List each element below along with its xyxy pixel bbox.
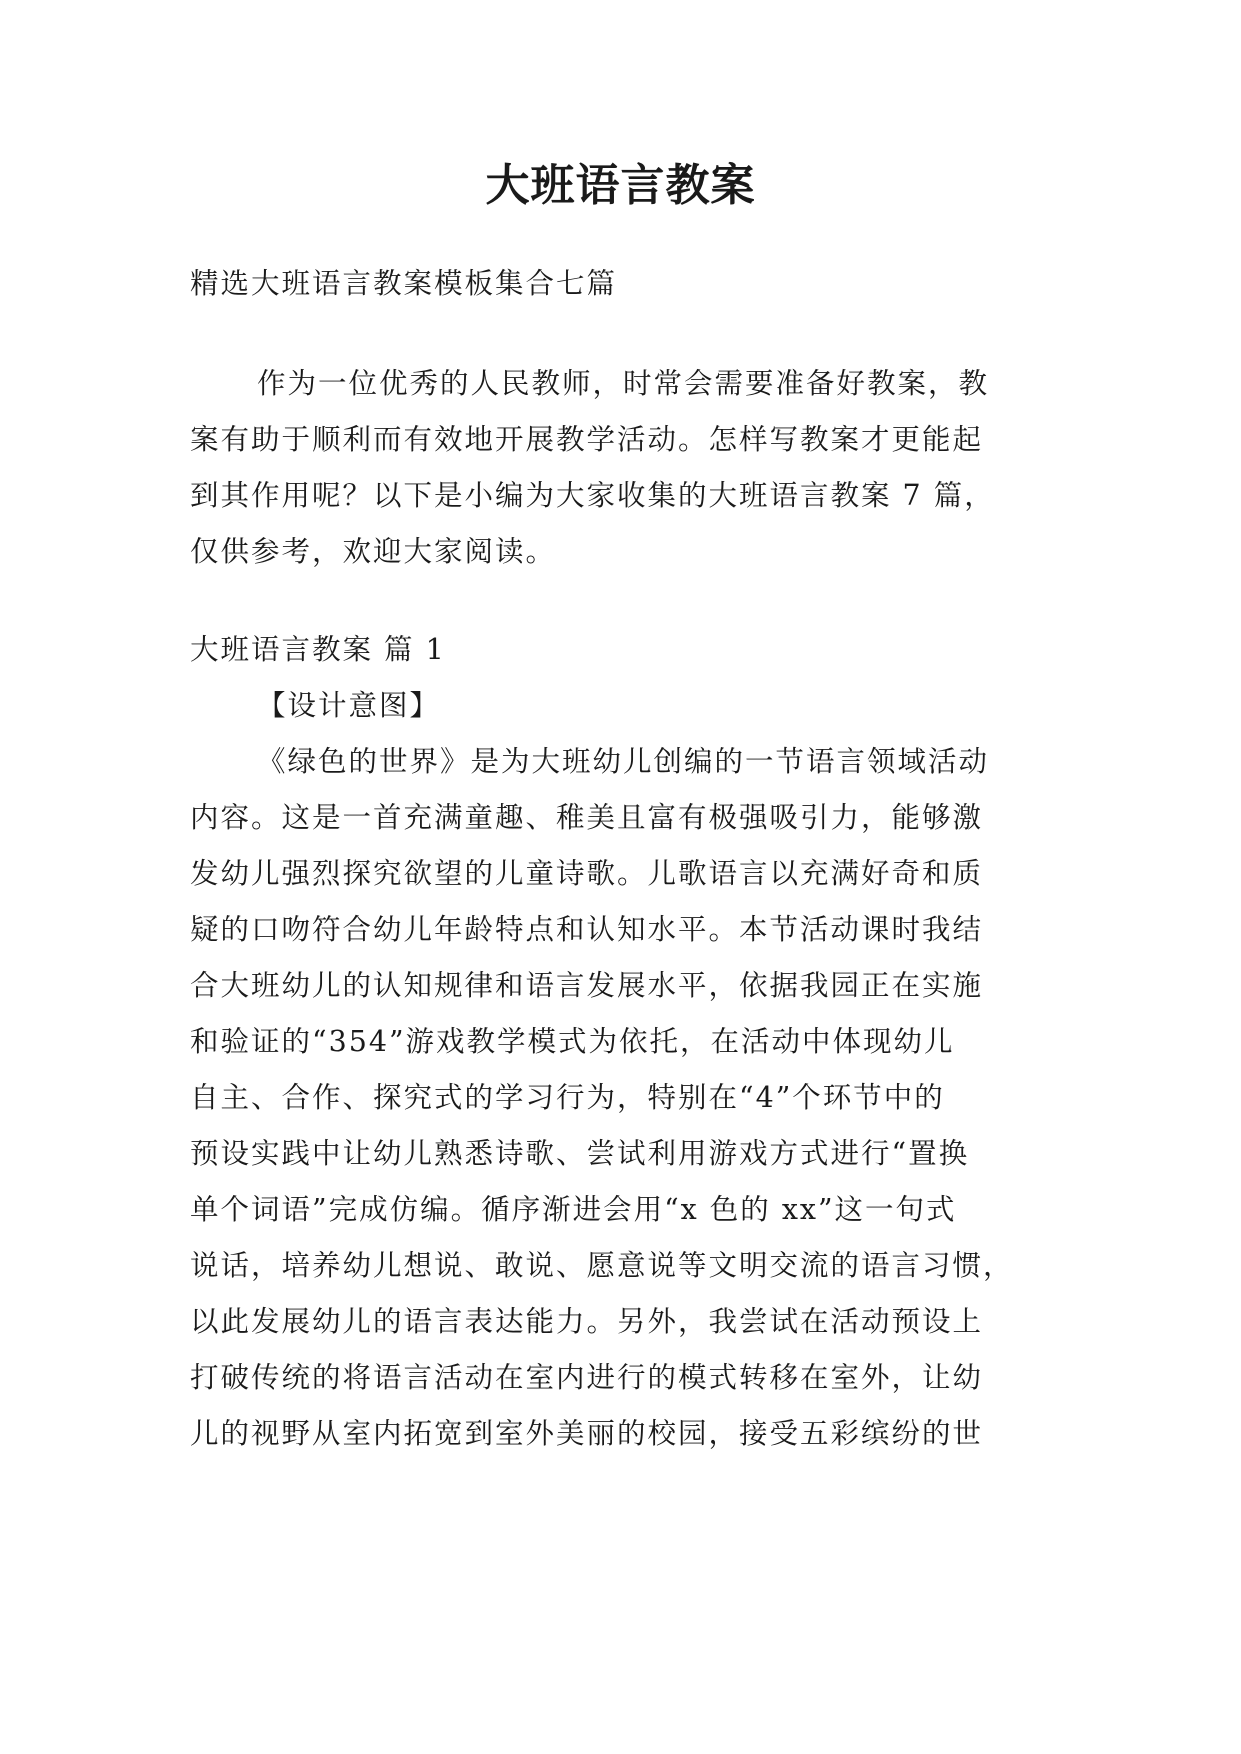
document-title: 大班语言教案 xyxy=(485,160,756,211)
body-line: 预设实践中让幼儿熟悉诗歌、尝试利用游戏方式进行“置换 xyxy=(190,1137,970,1170)
body-line: 内容。这是一首充满童趣、稚美且富有极强吸引力，能够激 xyxy=(190,801,984,834)
body-line: 单个词语”完成仿编。循序渐进会用“x 色的 xx”这一句式 xyxy=(190,1193,957,1226)
body-line: 自主、合作、探究式的学习行为，特别在“4”个环节中的 xyxy=(190,1081,945,1114)
body-line: 《绿色的世界》是为大班幼儿创编的一节语言领域活动 xyxy=(257,745,990,778)
body-line: 发幼儿强烈探究欲望的儿童诗歌。儿歌语言以充满好奇和质 xyxy=(190,857,984,890)
section-heading: 大班语言教案 篇 1 xyxy=(190,633,446,666)
intro-line: 案有助于顺利而有效地开展教学活动。怎样写教案才更能起 xyxy=(190,423,984,456)
body-line: 以此发展幼儿的语言表达能力。另外，我尝试在活动预设上 xyxy=(190,1305,984,1338)
body-line: 合大班幼儿的认知规律和语言发展水平，依据我园正在实施 xyxy=(190,969,984,1002)
body-line: 说话，培养幼儿想说、敢说、愿意说等文明交流的语言习惯， xyxy=(190,1249,1014,1282)
intro-line: 仅供参考，欢迎大家阅读。 xyxy=(190,535,557,568)
body-line: 疑的口吻符合幼儿年龄特点和认知水平。本节活动课时我结 xyxy=(190,913,984,946)
body-line: 儿的视野从室内拓宽到室外美丽的校园，接受五彩缤纷的世 xyxy=(190,1417,984,1450)
intro-line: 到其作用呢？以下是小编为大家收集的大班语言教案 7 篇， xyxy=(190,479,995,512)
document-subtitle: 精选大班语言教案模板集合七篇 xyxy=(190,267,618,300)
body-line: 和验证的“354”游戏教学模式为依托，在活动中体现幼儿 xyxy=(190,1025,955,1058)
intro-line: 作为一位优秀的人民教师，时常会需要准备好教案，教 xyxy=(257,367,990,400)
body-line: 打破传统的将语言活动在室内进行的模式转移在室外，让幼 xyxy=(190,1361,984,1394)
design-intent-heading: 【设计意图】 xyxy=(257,689,441,722)
